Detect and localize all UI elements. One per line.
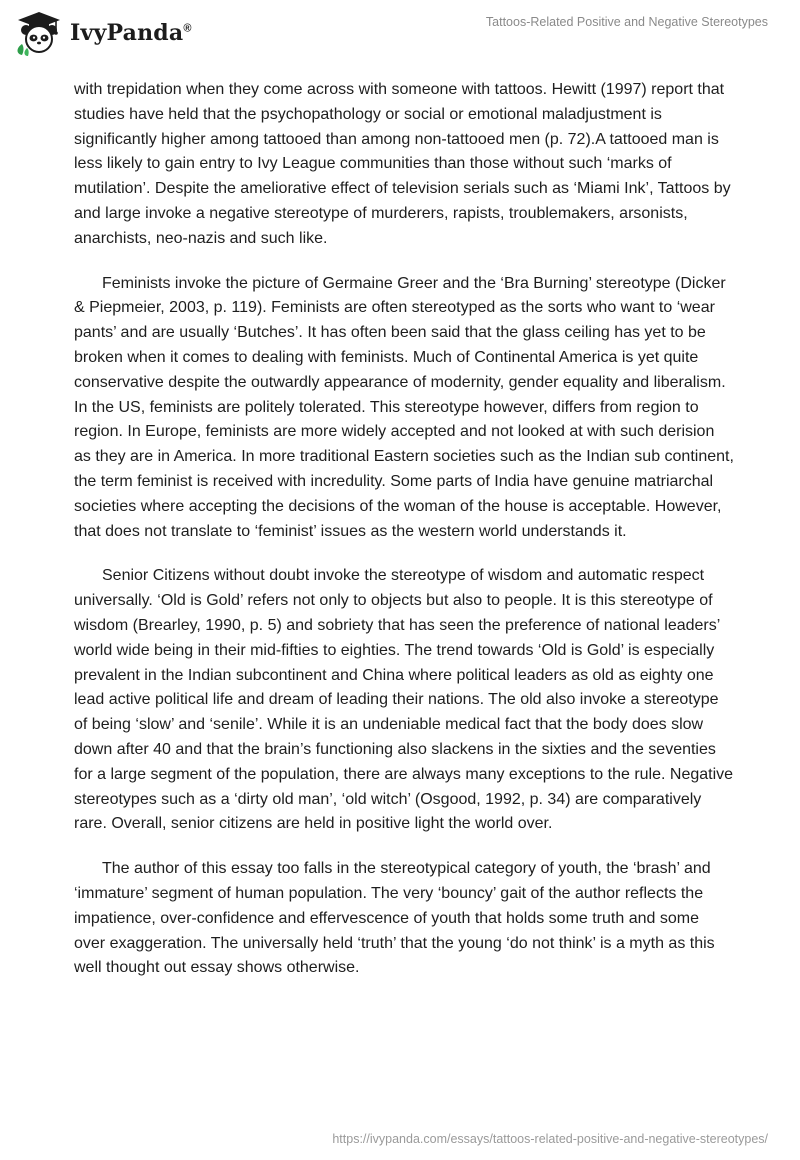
paragraph: The author of this essay too falls in the stereotypical category of youth, the ‘brash’ and ‘immature’ segment of human population. The very ‘bouncy’ gait of the author reflects the impatience, over-confidence and effervescence of youth that holds some truth and some over exaggeration. The universally held ‘truth’ that the young ‘do not think’ is a myth as this well thought out essay shows otherwise. bbox=[74, 860, 715, 977]
panda-graduate-icon bbox=[14, 10, 64, 56]
registered-mark: ® bbox=[183, 22, 192, 35]
brand-name: IvyPanda® bbox=[70, 20, 192, 46]
paragraph: with trepidation when they come across with someone with tattoos. Hewitt (1997) report that studies have held that the psychopathology or social or emotional maladjustment is significantly higher among tattooed than among non-tattooed men (p. 72).A tattooed man is less likely to gain entry to Ivy League communities than those without such ‘marks of mutilation’. Despite the ameliorative effect of television serials such as ‘Miami Ink’, Tattoos by and large invoke a negative stereotype of murderers, rapists, troublemakers, arsonists, anarchists, neo-nazis and such like. bbox=[74, 81, 731, 247]
source-url[interactable]: https://ivypanda.com/essays/tattoos-related-positive-and-negative-stereotypes/ bbox=[332, 1132, 768, 1146]
document-title: Tattoos-Related Positive and Negative Stereotypes bbox=[485, 15, 768, 29]
page-header bbox=[0, 0, 800, 70]
essay-body bbox=[74, 78, 734, 1001]
ivypanda-logo[interactable] bbox=[14, 10, 192, 56]
paragraph: Feminists invoke the picture of Germaine Greer and the ‘Bra Burning’ stereotype (Dicker & Piepmeier, 2003, p. 119). Feminists are often stereotyped as the sorts who want to ‘wear pants’ and are usually ‘Butches’. It has often been said that the glass ceiling has yet to be broken when it comes to dealing with feminists. Much of Continental America is yet quite conservative despite the outwardly appearance of modernity, gender equality and liberalism. In the US, feminists are politely tolerated. This stereotype however, differs from region to region. In Europe, feminists are more widely accepted and not looked at with such derision as they are in America. In more traditional Eastern societies such as the Indian sub continent, the term feminist is received with incredulity. Some parts of India have genuine matriarchal societies where accepting the decisions of the woman of the house is acceptable. However, that does not translate to ‘feminist’ issues as the western world understands it. bbox=[74, 274, 734, 540]
paragraph: Senior Citizens without doubt invoke the stereotype of wisdom and automatic respect universally. ‘Old is Gold’ refers not only to objects but also to people. It is this stereotype of wisdom (Brearley, 1990, p. 5) and sobriety that has seen the preference of national leaders’ world wide being in their mid-fifties to eighties. The trend towards ‘Old is Gold’ is especially prevalent in the Indian subcontinent and China where political leaders as old as eighty one lead active political life and dream of leading their nations. The old also invoke a stereotype of being ‘slow’ and ‘senile’. While it is an undeniable medical fact that the body does slow down after 40 and that the brain’s functioning also slackens in the sixties and the seventies for a large segment of the population, there are always many exceptions to the rule. Negative stereotypes such as a ‘dirty old man’, ‘old witch’ (Osgood, 1992, p. 34) are comparatively rare. Overall, senior citizens are held in positive light the world over. bbox=[74, 567, 734, 833]
